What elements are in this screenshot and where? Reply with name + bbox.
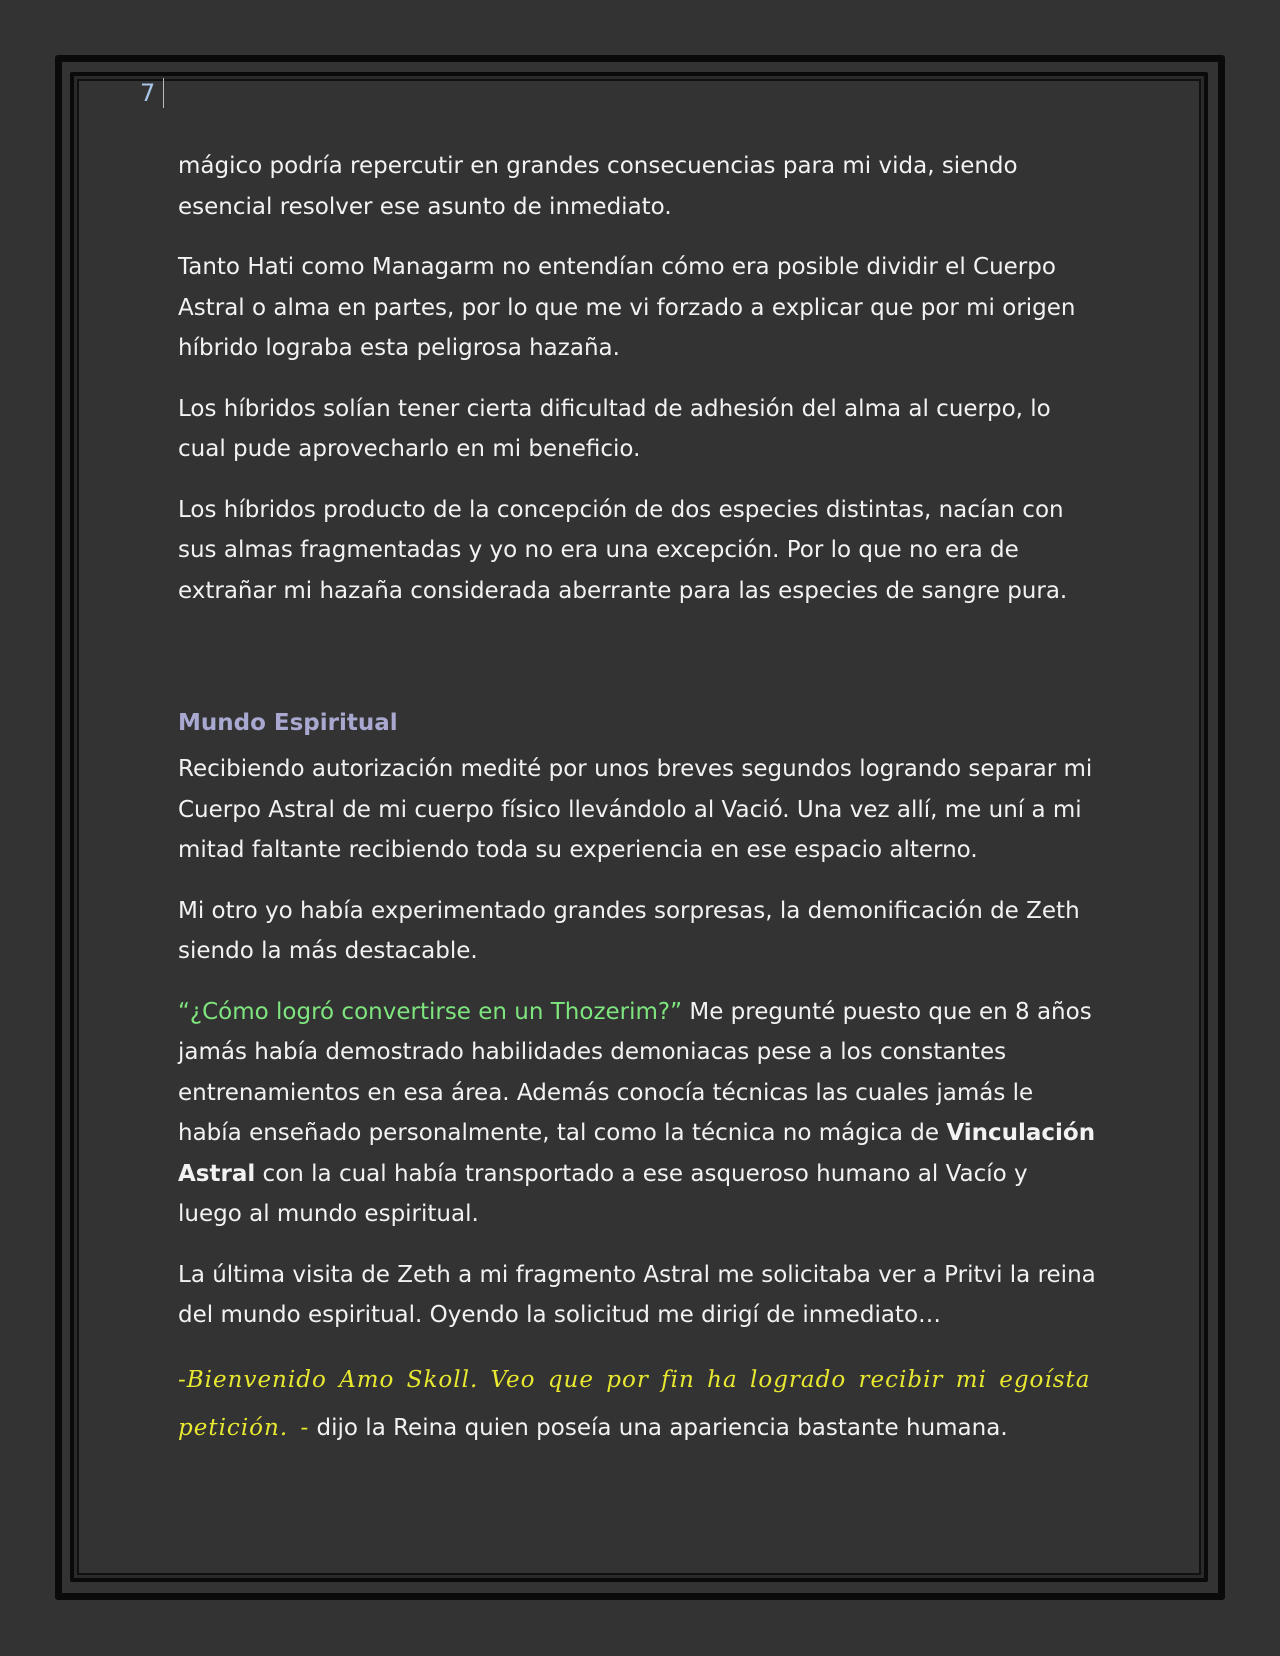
paragraph-7-text-a: Me pregunté puesto que en 8 años jamás había demostrado habilidades demoniacas pese a los constantes entrenamientos en esa área. Además conocía técnicas las cuales jamás le había enseñado personalmente, tal como la técnica no mágica de [178, 998, 1092, 1146]
paragraph-1: mágico podría repercutir en grandes consecuencias para mi vida, siendo esencial resolver ese asunto de inmediato. [178, 153, 1018, 220]
paragraph-7-text-b: con la cual había transportado a ese asqueroso humano al Vacío y luego al mundo espiritual. [178, 1160, 1028, 1227]
paragraph-6: Mi otro yo había experimentado grandes sorpresas, la demonificación de Zeth siendo la más destacable. [178, 897, 1080, 964]
section-gap [178, 631, 1098, 703]
paragraph-8: La última visita de Zeth a mi fragmento Astral me solicitaba ver a Pritvi la reina del mundo espiritual. Oyendo la solicitud me dirigí de inmediato… [178, 1261, 1096, 1328]
section-heading: Mundo Espiritual [178, 710, 398, 736]
paragraph-7 [178, 992, 1098, 1235]
technique-name: Vinculación Astral [178, 1120, 1096, 1187]
paragraph-9 [178, 1356, 1098, 1452]
thought-quote: “¿Cómo logró convertirse en un Thozerim?” [178, 998, 683, 1025]
queen-speech: -Bienvenido Amo Skoll. Veo que por fin ha logrado recibir mi egoísta petición. - [178, 1366, 1091, 1441]
page-content [178, 146, 1098, 1472]
paragraph-4: Los híbridos producto de la concepción de dos especies distintas, nacían con sus almas fragmentadas y yo no era una excepción. Por lo que no era de extrañar mi hazaña considerada aberrante para las especies de sangre pura. [178, 496, 1068, 604]
paragraph-5: Recibiendo autorización medité por unos breves segundos logrando separar mi Cuerpo Astral de mi cuerpo físico llevándolo al Vació. Una vez allí, me uní a mi mitad faltante recibiendo toda su experiencia en ese espacio alterno. [178, 756, 1093, 863]
paragraph-3: Los híbridos solían tener cierta dificultad de adhesión del alma al cuerpo, lo cual pude aprovecharlo en mi beneficio. [178, 395, 1051, 462]
page-number: 7 [140, 78, 164, 108]
paragraph-9-narration: dijo la Reina quien poseía una apariencia bastante humana. [309, 1414, 1008, 1441]
paragraph-2: Tanto Hati como Managarm no entendían cómo era posible dividir el Cuerpo Astral o alma en partes, por lo que me vi forzado a explicar que por mi origen híbrido lograba esta peligrosa hazaña. [178, 254, 1076, 361]
